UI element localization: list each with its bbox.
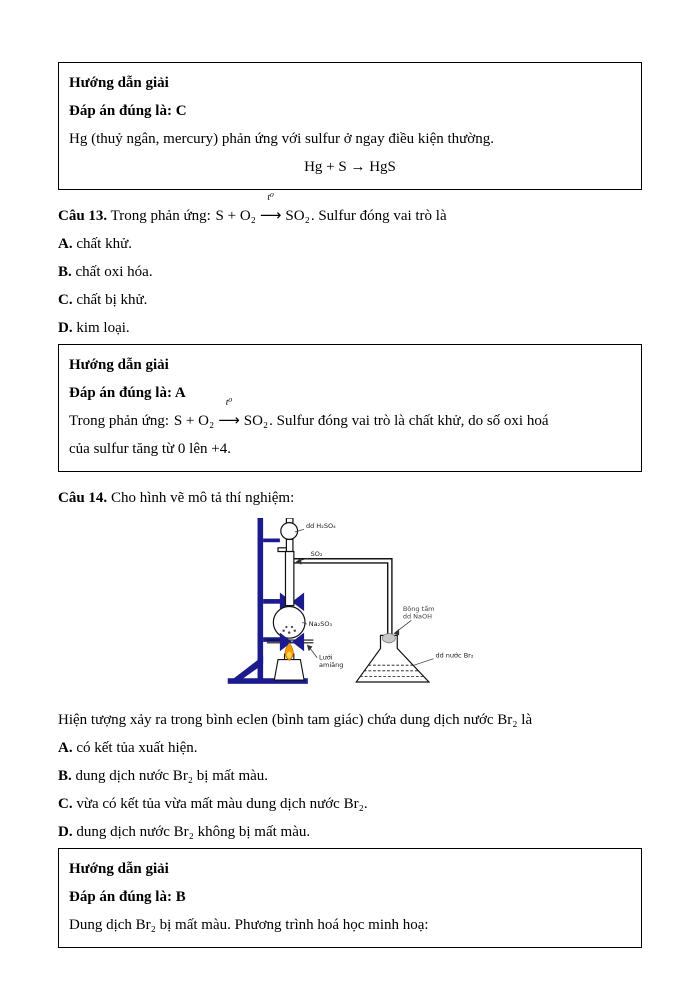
option-text: chất bị khử.: [76, 292, 148, 308]
label-gauze-line1: Lưới: [319, 653, 333, 662]
q14-option-b: [58, 762, 642, 790]
chemical-equation: Hg + S → HgS: [304, 159, 396, 175]
q13-product: SO₂: [285, 208, 310, 224]
box2-text-before: Trong phản ứng:: [69, 413, 170, 429]
q14-option-d: [58, 818, 642, 846]
q13-text-after: . Sulfur đóng vai trò là: [310, 208, 447, 224]
q14-question-text: Hiện tượng xảy ra trong bình eclen (bình tam giác) chứa dung dịch nước Br₂ là: [58, 712, 533, 728]
solution-title: Hướng dẫn giải: [69, 357, 169, 373]
delivery-tube-inner: [294, 561, 390, 641]
arrow-condition-label: t⁰: [225, 398, 233, 408]
option-text: dung dịch nước Br₂ bị mất màu.: [75, 768, 269, 784]
delivery-tube-outer: [294, 561, 390, 641]
q14-intro: Cho hình vẽ mô tả thí nghiệm:: [110, 490, 295, 506]
q13-option-b: [58, 258, 642, 286]
question-13: [58, 193, 642, 230]
funnel-bulb: [281, 523, 298, 540]
option-label: C.: [58, 292, 73, 308]
option-label: B.: [58, 768, 72, 784]
correct-answer: Đáp án đúng là: A: [69, 385, 186, 401]
apparatus-svg: [220, 518, 500, 695]
solution-box-2: [58, 344, 642, 472]
solution-title: Hướng dẫn giải: [69, 75, 169, 91]
solution-box-1: [58, 62, 642, 190]
stand: [228, 518, 308, 684]
q13-reactants: S + O₂: [215, 208, 256, 224]
question-13-number: Câu 13.: [58, 208, 108, 224]
option-text: chất khử.: [76, 236, 132, 252]
stand-pole: [258, 518, 264, 680]
label-so2: SO₂: [310, 550, 323, 559]
correct-answer: Đáp án đúng là: B: [69, 889, 186, 905]
label-cotton-line2: dd NaOH: [402, 612, 433, 621]
option-text: chất oxi hóa.: [75, 264, 153, 280]
question-14: [58, 484, 642, 512]
solution-title: Hướng dẫn giải: [69, 861, 169, 877]
option-label: D.: [58, 320, 73, 336]
correct-answer: Đáp án đúng là: C: [69, 103, 187, 119]
q13-option-d: [58, 314, 642, 342]
label-na2so3: Na₂SO₃: [308, 620, 333, 629]
solution-text: Dung dịch Br₂ bị mất màu. Phương trình hoá học minh hoạ:: [69, 917, 429, 933]
solution-reaction-line: [69, 398, 631, 435]
label-gauze-line2: amiăng: [319, 661, 344, 670]
naoh-cotton-plug: [382, 634, 395, 643]
option-label: D.: [58, 824, 73, 840]
option-text: vừa có kết tủa vừa mất màu dung dịch nước Br₂.: [76, 796, 368, 812]
funnel-stem: [286, 539, 293, 551]
burner-body: [274, 660, 304, 680]
q13-text-before: Trong phản ứng:: [110, 208, 211, 224]
stand-arm-top: [263, 538, 280, 542]
label-cotton-line1: Bông tẩm: [402, 605, 435, 614]
option-label: A.: [58, 740, 73, 756]
question-14-number: Câu 14.: [58, 490, 108, 506]
box2-reactants: S + O₂: [173, 413, 215, 429]
option-label: B.: [58, 264, 72, 280]
option-text: dung dịch nước Br₂ không bị mất màu.: [76, 824, 311, 840]
solution-text: Hg (thuỷ ngân, mercury) phản ứng với sulfur ở ngay điều kiện thường.: [69, 131, 494, 147]
option-text: có kết tủa xuất hiện.: [76, 740, 198, 756]
q13-option-c: [58, 286, 642, 314]
box2-product: SO₂: [243, 413, 269, 429]
solution-box-3: [58, 848, 642, 948]
option-label: A.: [58, 236, 73, 252]
box2-text-after: . Sulfur đóng vai trò là chất khử, do số oxi hoá: [269, 413, 549, 429]
option-text: kim loại.: [76, 320, 130, 336]
arrow-condition-label: t⁰: [267, 193, 274, 203]
q14-option-c: [58, 790, 642, 818]
long-arrow-glyph: ⟶: [259, 206, 282, 224]
experiment-diagram: [220, 518, 642, 700]
reaction-arrow-t0: [257, 193, 285, 230]
q14-option-a: [58, 734, 642, 762]
q13-option-a: [58, 230, 642, 258]
option-label: C.: [58, 796, 73, 812]
long-arrow-glyph: ⟶: [218, 411, 240, 429]
clamp1-arm: [263, 599, 282, 604]
solution-text-2: của sulfur tăng từ 0 lên +4.: [69, 441, 231, 457]
reaction-tube: [285, 552, 293, 606]
flame-core: [287, 652, 292, 659]
reaction-arrow-t0: [215, 398, 243, 435]
label-br2: dd nước Br₂: [435, 651, 474, 660]
label-h2so4: dd H₂SO₄: [305, 522, 336, 531]
